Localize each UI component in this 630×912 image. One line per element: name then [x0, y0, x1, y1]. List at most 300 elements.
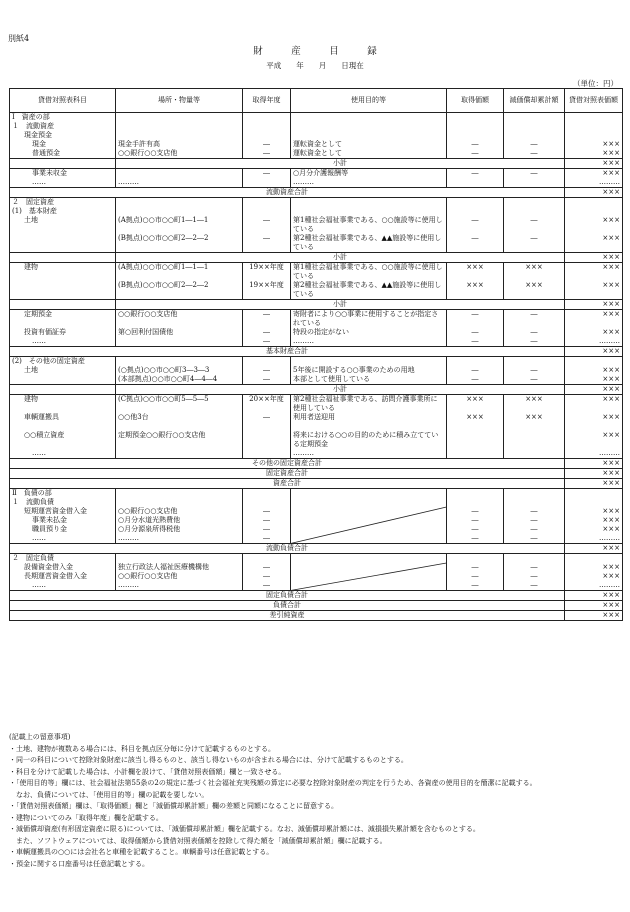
location-cell: (A拠点)○○市○○町1―1―1: [116, 263, 243, 282]
account-cell: 設備資金借入金: [10, 563, 116, 572]
depreciation-cell: ―: [504, 525, 565, 534]
total-value: ×××: [565, 253, 623, 263]
year-cell: ―: [243, 140, 291, 149]
purpose-cell: [291, 563, 447, 572]
account-cell: ２ 固定資産: [10, 198, 116, 208]
book-value-cell: [565, 498, 623, 507]
book-value-cell: ×××: [565, 525, 623, 534]
book-value-cell: ×××: [565, 563, 623, 572]
acquisition-cell: [447, 554, 504, 564]
book-value-cell: ×××: [565, 395, 623, 414]
cell: [10, 159, 116, 169]
table-row: [10, 507, 623, 516]
total-label: 流動資産合計: [10, 188, 565, 198]
total-label: 資産合計: [10, 479, 565, 489]
account-cell: 土地: [10, 366, 116, 375]
acquisition-cell: ―: [447, 563, 504, 572]
unit-label: （単位：円）: [573, 79, 618, 88]
location-cell: [116, 449, 243, 459]
book-value-cell: [565, 131, 623, 140]
book-value-cell: ×××: [565, 328, 623, 337]
total-row: [10, 601, 623, 611]
purpose-cell: ………: [291, 178, 447, 188]
depreciation-cell: ―: [504, 572, 565, 581]
depreciation-cell: [504, 498, 565, 507]
total-value: ×××: [565, 544, 623, 554]
acquisition-cell: ―: [447, 366, 504, 375]
book-value-cell: ×××: [565, 431, 623, 449]
note-item: また、ソフトウェアについては、取得価額から貸借対照表価額を控除して得た額を「減価償却累計額」欄に記載する。: [9, 836, 387, 845]
location-cell: 現金手許有高: [116, 140, 243, 149]
year-cell: ―: [243, 216, 291, 234]
depreciation-cell: [504, 198, 565, 208]
purpose-cell: ○月分介護報酬等: [291, 169, 447, 179]
purpose-cell: ………: [291, 449, 447, 459]
table-row: [10, 375, 623, 385]
purpose-cell: 利用者送迎用: [291, 413, 447, 431]
acquisition-cell: [447, 489, 504, 499]
table-row: [10, 498, 623, 507]
depreciation-cell: ―: [504, 216, 565, 234]
total-value: ×××: [565, 479, 623, 489]
depreciation-cell: ―: [504, 581, 565, 591]
year-cell: [243, 449, 291, 459]
cell: [10, 385, 116, 395]
acquisition-cell: ―: [447, 507, 504, 516]
purpose-cell: [291, 113, 447, 123]
year-cell: [243, 554, 291, 564]
acquisition-cell: [447, 113, 504, 123]
depreciation-cell: ―: [504, 140, 565, 149]
attachment-label: 別紙4: [8, 34, 30, 43]
subtotal-label: 小計: [116, 300, 565, 310]
year-cell: 20××年度: [243, 395, 291, 414]
notes-heading: (記載上の留意事項): [9, 733, 71, 741]
year-cell: [243, 113, 291, 123]
account-cell: [10, 234, 116, 253]
purpose-cell: ………: [291, 337, 447, 347]
account-cell: ……: [10, 581, 116, 591]
col-header-depreciation: 減価償却累計額: [504, 89, 565, 113]
purpose-cell: 特段の指定がない: [291, 328, 447, 337]
depreciation-cell: ―: [504, 310, 565, 329]
year-cell: [243, 489, 291, 499]
acquisition-cell: ―: [447, 516, 504, 525]
account-cell: ２ 固定負債: [10, 554, 116, 564]
total-label: 固定負債合計: [10, 591, 565, 601]
depreciation-cell: [504, 207, 565, 216]
year-cell: ―: [243, 572, 291, 581]
book-value-cell: ………: [565, 449, 623, 459]
table-row: [10, 357, 623, 367]
acquisition-cell: ―: [447, 216, 504, 234]
table-row: [10, 581, 623, 591]
purpose-cell: [291, 498, 447, 507]
book-value-cell: [565, 554, 623, 564]
location-cell: [116, 337, 243, 347]
account-cell: 現金預金: [10, 131, 116, 140]
depreciation-cell: ―: [504, 375, 565, 385]
account-cell: ……: [10, 337, 116, 347]
account-cell: (2) その他の固定資産: [10, 357, 116, 367]
year-cell: ―: [243, 581, 291, 591]
location-cell: (C拠点)○○市○○町5―5―5: [116, 395, 243, 414]
year-cell: ―: [243, 328, 291, 337]
location-cell: 独立行政法人福祉医療機構他: [116, 563, 243, 572]
location-cell: ○○銀行○○支店他: [116, 572, 243, 581]
purpose-cell: 寄附者により○○事業に使用することが指定されている: [291, 310, 447, 329]
purpose-cell: [291, 572, 447, 581]
depreciation-cell: ―: [504, 149, 565, 159]
page-title: 財 産 目 録: [253, 46, 377, 57]
total-value: ×××: [565, 469, 623, 479]
year-cell: [243, 207, 291, 216]
year-cell: ―: [243, 337, 291, 347]
location-cell: [116, 198, 243, 208]
purpose-cell: 第2種社会福祉事業である、訪問介護事業所に使用している: [291, 395, 447, 414]
year-cell: ―: [243, 149, 291, 159]
total-value: ×××: [565, 591, 623, 601]
table-row: [10, 234, 623, 253]
acquisition-cell: ―: [447, 525, 504, 534]
total-label: 負債合計: [10, 601, 565, 611]
table-row: [10, 534, 623, 544]
location-cell: ………: [116, 178, 243, 188]
purpose-cell: 第1種社会福祉事業である、○○施設等に使用している: [291, 263, 447, 282]
table-row: [10, 122, 623, 131]
note-item: ・減価償却資産(有形固定資産に限る)については、「減価償却累計額」欄を記載する。なお、減価償却累計額には、減損損失累計額を含むものとする。: [9, 825, 480, 833]
year-cell: [243, 357, 291, 367]
depreciation-cell: ×××: [504, 263, 565, 282]
total-value: ×××: [565, 611, 623, 621]
total-row: [10, 479, 623, 489]
acquisition-cell: [447, 357, 504, 367]
purpose-cell: 本部として使用している: [291, 375, 447, 385]
purpose-cell: [291, 516, 447, 525]
account-cell: [10, 281, 116, 300]
book-value-cell: [565, 113, 623, 123]
depreciation-cell: [504, 122, 565, 131]
year-cell: ―: [243, 310, 291, 329]
col-header-location: 場所・物量等: [116, 89, 243, 113]
acquisition-cell: ×××: [447, 263, 504, 282]
acquisition-cell: ―: [447, 140, 504, 149]
depreciation-cell: ―: [504, 366, 565, 375]
purpose-cell: [291, 581, 447, 591]
purpose-cell: [291, 507, 447, 516]
location-cell: [116, 357, 243, 367]
table-row: [10, 337, 623, 347]
location-cell: [116, 554, 243, 564]
year-cell: ―: [243, 375, 291, 385]
year-cell: ―: [243, 413, 291, 431]
location-cell: ○○他3台: [116, 413, 243, 431]
year-cell: ―: [243, 525, 291, 534]
location-cell: [116, 498, 243, 507]
depreciation-cell: ―: [504, 337, 565, 347]
total-value: ×××: [565, 385, 623, 395]
location-cell: ○○銀行○○支店他: [116, 149, 243, 159]
purpose-cell: 運転資金として: [291, 140, 447, 149]
book-value-cell: ………: [565, 337, 623, 347]
purpose-cell: [291, 554, 447, 564]
account-cell: 職員預り金: [10, 525, 116, 534]
year-cell: ―: [243, 366, 291, 375]
note-item: ・科目を分けて記載した場合は、小計欄を設けて、「貸借対照表価額」欄と一致させる。: [9, 767, 286, 776]
table-row: [10, 178, 623, 188]
cell: [10, 300, 116, 310]
purpose-cell: 運転資金として: [291, 149, 447, 159]
location-cell: [116, 169, 243, 179]
account-cell: 建物: [10, 263, 116, 282]
purpose-cell: [291, 525, 447, 534]
table-row: [10, 489, 623, 499]
location-cell: ………: [116, 534, 243, 544]
depreciation-cell: [504, 431, 565, 449]
year-cell: [243, 122, 291, 131]
book-value-cell: ………: [565, 581, 623, 591]
total-label: 流動負債合計: [10, 544, 565, 554]
account-cell: １ 流動資産: [10, 122, 116, 131]
location-cell: [116, 489, 243, 499]
total-value: ×××: [565, 300, 623, 310]
book-value-cell: ×××: [565, 516, 623, 525]
purpose-cell: [291, 131, 447, 140]
acquisition-cell: [447, 131, 504, 140]
book-value-cell: ×××: [565, 149, 623, 159]
book-value-cell: ×××: [565, 281, 623, 300]
purpose-cell: [291, 357, 447, 367]
account-cell: ……: [10, 534, 116, 544]
table-row: [10, 149, 623, 159]
depreciation-cell: [504, 554, 565, 564]
table-row: [10, 207, 623, 216]
account-cell: 投資有価証券: [10, 328, 116, 337]
property-register-table: [9, 88, 623, 621]
year-cell: [243, 498, 291, 507]
account-cell: 長期運営資金借入金: [10, 572, 116, 581]
depreciation-cell: ―: [504, 328, 565, 337]
acquisition-cell: ―: [447, 534, 504, 544]
location-cell: (B拠点)○○市○○町2―2―2: [116, 281, 243, 300]
acquisition-cell: [447, 498, 504, 507]
book-value-cell: ………: [565, 534, 623, 544]
total-value: ×××: [565, 188, 623, 198]
account-cell: ……: [10, 449, 116, 459]
book-value-cell: [565, 122, 623, 131]
notes-section: [9, 732, 624, 870]
col-header-purpose: 使用目的等: [291, 89, 447, 113]
acquisition-cell: [447, 198, 504, 208]
table-row: [10, 563, 623, 572]
book-value-cell: [565, 357, 623, 367]
purpose-cell: 第2種社会福祉事業である、▲▲施設等に使用している: [291, 234, 447, 253]
acquisition-cell: ×××: [447, 395, 504, 414]
location-cell: ○月分水道光熱費他: [116, 516, 243, 525]
year-cell: [243, 198, 291, 208]
location-cell: (A拠点)○○市○○町1―1―1: [116, 216, 243, 234]
total-value: ×××: [565, 347, 623, 357]
year-cell: 19××年度: [243, 281, 291, 300]
depreciation-cell: ×××: [504, 281, 565, 300]
acquisition-cell: ―: [447, 328, 504, 337]
book-value-cell: ×××: [565, 263, 623, 282]
depreciation-cell: [504, 449, 565, 459]
total-value: ×××: [565, 159, 623, 169]
location-cell: [116, 113, 243, 123]
year-cell: ―: [243, 507, 291, 516]
depreciation-cell: [504, 489, 565, 499]
table-row: [10, 216, 623, 234]
purpose-cell: [291, 198, 447, 208]
account-cell: 建物: [10, 395, 116, 414]
purpose-cell: [291, 207, 447, 216]
book-value-cell: ×××: [565, 234, 623, 253]
location-cell: [116, 207, 243, 216]
table-row: [10, 366, 623, 375]
subtotal-row: [10, 385, 623, 395]
table-row: [10, 328, 623, 337]
table-row: [10, 516, 623, 525]
account-cell: [10, 375, 116, 385]
subtotal-label: 小計: [116, 385, 565, 395]
depreciation-cell: ―: [504, 169, 565, 179]
book-value-cell: ×××: [565, 140, 623, 149]
table-row: [10, 449, 623, 459]
location-cell: ○○銀行○○支店他: [116, 310, 243, 329]
total-value: ×××: [565, 459, 623, 469]
subtotal-label: 小計: [116, 253, 565, 263]
year-cell: ―: [243, 169, 291, 179]
year-cell: [243, 131, 291, 140]
year-cell: [243, 431, 291, 449]
col-header-book-value: 貸借対照表価額: [565, 89, 623, 113]
acquisition-cell: ―: [447, 310, 504, 329]
as-of-date: 平成 年 月 日現在: [266, 61, 364, 70]
book-value-cell: [565, 489, 623, 499]
depreciation-cell: ―: [504, 563, 565, 572]
col-header-year: 取得年度: [243, 89, 291, 113]
table-row: [10, 525, 623, 534]
book-value-cell: ×××: [565, 310, 623, 329]
note-item: ・「貸借対照表価額」欄は、「取得価額」欄と「減価償却累計額」欄の差額と同額になることに留意する。: [9, 802, 338, 810]
note-item: ・車輌運搬具の○○には会社名と車種を記載すること。車輌番号は任意記載とする。: [9, 848, 274, 856]
book-value-cell: ………: [565, 178, 623, 188]
purpose-cell: 第2種社会福祉事業である、▲▲施設等に使用している: [291, 281, 447, 300]
depreciation-cell: ×××: [504, 413, 565, 431]
account-cell: 事業未払金: [10, 516, 116, 525]
total-value: ×××: [565, 601, 623, 611]
total-row: [10, 347, 623, 357]
year-cell: ―: [243, 516, 291, 525]
depreciation-cell: ×××: [504, 395, 565, 414]
note-item: ・土地、建物が複数ある場合には、科目を拠点区分毎に分けて記載するものとする。: [9, 744, 275, 753]
purpose-cell: [291, 534, 447, 544]
account-cell: 普通預金: [10, 149, 116, 159]
table-row: [10, 113, 623, 123]
total-row: [10, 544, 623, 554]
year-cell: ―: [243, 234, 291, 253]
table-row: [10, 572, 623, 581]
account-cell: ……: [10, 178, 116, 188]
acquisition-cell: ―: [447, 375, 504, 385]
total-row: [10, 611, 623, 621]
account-cell: ○○積立資産: [10, 431, 116, 449]
acquisition-cell: [447, 207, 504, 216]
table-row: [10, 413, 623, 431]
subtotal-row: [10, 300, 623, 310]
book-value-cell: ×××: [565, 572, 623, 581]
purpose-cell: [291, 122, 447, 131]
table-row: [10, 395, 623, 414]
header-row: [10, 89, 623, 113]
depreciation-cell: ―: [504, 516, 565, 525]
total-label: 基本財産合計: [10, 347, 565, 357]
year-cell: ―: [243, 563, 291, 572]
subtotal-label: 小計: [116, 159, 565, 169]
total-label: 差引純資産: [10, 611, 565, 621]
note-item: ・「使用目的等」欄には、社会福祉法第55条の2の規定に基づく社会福祉充実残額の算定に必要な控除対象財産の判定を行うため、各資産の使用目的を簡潔に記載する。: [9, 779, 537, 787]
acquisition-cell: [447, 449, 504, 459]
note-item: ・同一の科目について控除対象財産に該当し得るものと、該当し得ないものが含まれる場合には、分けて記載するものとする。: [9, 756, 408, 764]
col-header-acquisition: 取得価額: [447, 89, 504, 113]
purpose-cell: 5年後に開設する○○事業のための用地: [291, 366, 447, 375]
book-value-cell: ×××: [565, 375, 623, 385]
depreciation-cell: ―: [504, 234, 565, 253]
table-row: [10, 198, 623, 208]
book-value-cell: ×××: [565, 169, 623, 179]
account-cell: Ⅰ 資産の部: [10, 113, 116, 123]
note-item: ・預金に関する口座番号は任意記載とする。: [9, 859, 149, 868]
depreciation-cell: [504, 178, 565, 188]
table-row: [10, 263, 623, 282]
acquisition-cell: ―: [447, 234, 504, 253]
total-label: その他の固定資産合計: [10, 459, 565, 469]
acquisition-cell: ×××: [447, 281, 504, 300]
location-cell: 第○回利付国債他: [116, 328, 243, 337]
table-row: [10, 281, 623, 300]
table-row: [10, 554, 623, 564]
account-cell: 定期預金: [10, 310, 116, 329]
location-cell: ………: [116, 581, 243, 591]
subtotal-row: [10, 253, 623, 263]
location-cell: ○○銀行○○支店他: [116, 507, 243, 516]
account-cell: 車輌運搬具: [10, 413, 116, 431]
purpose-cell: 将来における○○の目的のために積み立てている定期預金: [291, 431, 447, 449]
total-label: 固定資産合計: [10, 469, 565, 479]
table-row: [10, 131, 623, 140]
year-cell: ―: [243, 534, 291, 544]
total-row: [10, 188, 623, 198]
note-item: なお、負債については、「使用目的等」欄の記載を要しない。: [9, 790, 209, 799]
location-cell: (本部拠点)○○市○○町4―4―4: [116, 375, 243, 385]
acquisition-cell: ―: [447, 581, 504, 591]
depreciation-cell: [504, 131, 565, 140]
location-cell: [116, 131, 243, 140]
total-row: [10, 469, 623, 479]
note-item: ・建物についてのみ「取得年度」欄を記載する。: [9, 813, 163, 822]
acquisition-cell: [447, 122, 504, 131]
depreciation-cell: ―: [504, 534, 565, 544]
location-cell: (B拠点)○○市○○町2―2―2: [116, 234, 243, 253]
cell: [10, 253, 116, 263]
account-cell: 土地: [10, 216, 116, 234]
acquisition-cell: ―: [447, 572, 504, 581]
acquisition-cell: ×××: [447, 413, 504, 431]
purpose-cell: 第1種社会福祉事業である、○○施設等に使用している: [291, 216, 447, 234]
subtotal-row: [10, 159, 623, 169]
account-cell: Ⅱ 負債の部: [10, 489, 116, 499]
